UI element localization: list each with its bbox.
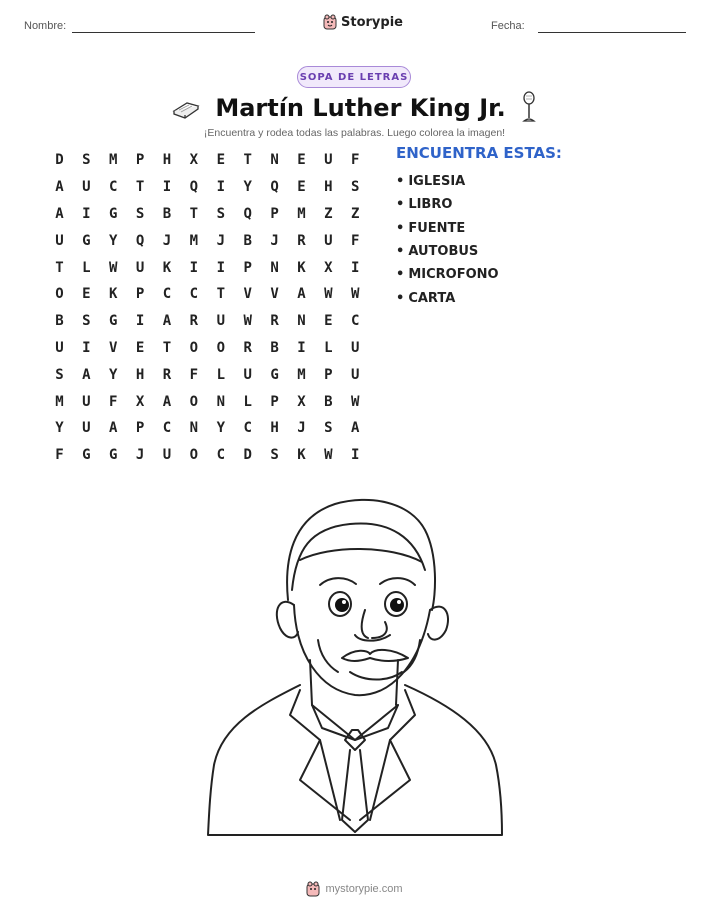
grid-cell: A <box>82 366 91 383</box>
bullet: • <box>396 244 405 260</box>
grid-cell: S <box>55 366 64 383</box>
grid-cell: M <box>55 393 64 410</box>
grid-cell: I <box>216 179 225 196</box>
grid-cell: B <box>162 205 172 222</box>
grid-cell: S <box>351 179 360 196</box>
grid-cell: Q <box>243 205 252 222</box>
grid-cell: S <box>270 447 279 464</box>
activity-badge: SOPA DE LETRAS <box>297 66 411 88</box>
grid-cell: F <box>189 366 199 383</box>
grid-cell: X <box>324 259 333 276</box>
grid-cell: P <box>135 420 145 437</box>
grid-cell: V <box>109 339 118 356</box>
grid-cell: I <box>82 205 91 222</box>
grid-cell: G <box>82 447 91 464</box>
grid-cell: I <box>189 259 199 276</box>
grid-cell: P <box>270 393 279 410</box>
bullet: • <box>396 290 405 306</box>
grid-cell: L <box>243 393 252 410</box>
grid-cell: O <box>189 393 199 410</box>
grid-cell: E <box>82 286 91 303</box>
grid-cell: X <box>297 393 306 410</box>
grid-cell: K <box>109 286 118 303</box>
grid-cell: H <box>135 366 145 383</box>
page-title: Martín Luther King Jr. <box>215 94 506 122</box>
grid-cell: J <box>135 447 145 464</box>
grid-cell: V <box>243 286 252 303</box>
brand-name: Storypie <box>341 14 403 30</box>
grid-cell: I <box>216 259 225 276</box>
grid-cell: B <box>270 339 279 356</box>
bullet: • <box>396 267 405 283</box>
grid-cell: Q <box>189 179 199 196</box>
grid-cell: O <box>189 447 199 464</box>
grid-cell: U <box>324 152 333 169</box>
footer <box>0 878 709 900</box>
word-list-item <box>396 193 499 216</box>
grid-cell: H <box>270 420 279 437</box>
grid-cell: N <box>297 313 306 330</box>
grid-cell: A <box>351 420 360 437</box>
grid-cell: X <box>189 152 199 169</box>
grid-cell: A <box>297 286 306 303</box>
grid-cell: U <box>216 313 225 330</box>
date-line <box>538 32 686 33</box>
grid-cell: B <box>243 232 252 249</box>
grid-cell: R <box>189 313 199 330</box>
grid-cell: I <box>135 313 145 330</box>
grid-cell: N <box>189 420 199 437</box>
name-line <box>72 32 255 33</box>
grid-cell: F <box>109 393 118 410</box>
grid-cell: A <box>55 179 64 196</box>
grid-cell: R <box>243 339 252 356</box>
brand-logo <box>323 14 403 30</box>
grid-cell: J <box>297 420 306 437</box>
grid-cell: P <box>135 286 145 303</box>
grid-cell: T <box>216 286 225 303</box>
grid-cell: U <box>82 179 91 196</box>
grid-cell: U <box>324 232 333 249</box>
grid-cell: F <box>351 152 360 169</box>
grid-cell: E <box>324 313 333 330</box>
grid-cell: J <box>162 232 172 249</box>
grid-cell: T <box>162 339 172 356</box>
word-text: AUTOBUS <box>408 244 479 260</box>
storypie-logo-icon <box>306 881 320 897</box>
grid-cell: O <box>189 339 199 356</box>
word-text: MICROFONO <box>408 267 499 283</box>
book-icon <box>171 97 201 119</box>
word-list-title: ENCUENTRA ESTAS: <box>396 144 562 162</box>
grid-cell: K <box>297 259 306 276</box>
grid-cell: Y <box>109 232 118 249</box>
grid-cell: J <box>216 232 225 249</box>
bullet: • <box>396 174 405 190</box>
grid-cell: S <box>82 313 91 330</box>
grid-cell: S <box>324 420 333 437</box>
grid-cell: U <box>82 393 91 410</box>
grid-cell: J <box>270 232 279 249</box>
grid-cell: P <box>243 259 252 276</box>
grid-cell: U <box>82 420 91 437</box>
grid-cell: U <box>162 447 172 464</box>
grid-cell: W <box>109 259 118 276</box>
word-list-item <box>396 240 499 263</box>
grid-cell: W <box>243 313 252 330</box>
grid-cell: H <box>162 152 172 169</box>
grid-cell: U <box>55 339 64 356</box>
grid-cell: W <box>324 447 333 464</box>
grid-cell: E <box>297 152 306 169</box>
grid-cell: Z <box>351 205 360 222</box>
grid-cell: A <box>162 313 172 330</box>
grid-cell: P <box>135 152 145 169</box>
grid-cell: E <box>135 339 145 356</box>
grid-cell: L <box>82 259 91 276</box>
title-row <box>0 90 709 126</box>
grid-cell: G <box>270 366 279 383</box>
word-text: CARTA <box>408 290 456 306</box>
grid-cell: C <box>243 420 252 437</box>
word-list-item <box>396 217 499 240</box>
grid-cell: Y <box>216 420 225 437</box>
grid-cell: C <box>109 179 118 196</box>
grid-cell: N <box>216 393 225 410</box>
grid-cell: E <box>297 179 306 196</box>
grid-cell: S <box>82 152 91 169</box>
grid-cell: T <box>243 152 252 169</box>
grid-cell: Z <box>324 205 333 222</box>
grid-cell: T <box>135 179 145 196</box>
grid-cell: F <box>55 447 64 464</box>
grid-cell: R <box>162 366 172 383</box>
grid-cell: B <box>55 313 64 330</box>
grid-cell: U <box>351 339 360 356</box>
grid-cell: K <box>162 259 172 276</box>
grid-cell: Y <box>109 366 118 383</box>
grid-cell: H <box>324 179 333 196</box>
grid-cell: Y <box>243 179 252 196</box>
grid-cell: A <box>109 420 118 437</box>
grid-cell: M <box>297 205 306 222</box>
grid-cell: U <box>135 259 145 276</box>
grid-cell: M <box>297 366 306 383</box>
grid-cell: I <box>351 447 360 464</box>
grid-cell: C <box>351 313 360 330</box>
grid-cell: Q <box>270 179 279 196</box>
grid-cell: T <box>55 259 64 276</box>
word-list-item <box>396 170 499 193</box>
grid-cell: S <box>216 205 225 222</box>
word-search-grid <box>46 147 369 469</box>
grid-cell: N <box>270 152 279 169</box>
grid-cell: K <box>297 447 306 464</box>
grid-cell: E <box>216 152 225 169</box>
grid-cell: I <box>297 339 306 356</box>
grid-cell: D <box>55 152 64 169</box>
grid-cell: W <box>351 286 360 303</box>
grid-cell: G <box>109 313 118 330</box>
word-list-item <box>396 263 499 286</box>
grid-cell: A <box>162 393 172 410</box>
storypie-logo-icon <box>323 14 337 30</box>
grid-cell: U <box>351 366 360 383</box>
grid-cell: U <box>55 232 64 249</box>
grid-cell: L <box>216 366 225 383</box>
grid-cell: G <box>109 447 118 464</box>
grid-cell: F <box>351 232 360 249</box>
grid-cell: X <box>135 393 145 410</box>
grid-cell: C <box>162 286 172 303</box>
grid-cell: O <box>216 339 225 356</box>
grid-cell: C <box>162 420 172 437</box>
grid-cell: M <box>109 152 118 169</box>
instructions: ¡Encuentra y rodea todas las palabras. Luego colorea la imagen! <box>203 127 506 139</box>
grid-cell: B <box>324 393 333 410</box>
grid-cell: P <box>270 205 279 222</box>
grid-cell: G <box>82 232 91 249</box>
grid-cell: T <box>189 205 199 222</box>
grid-cell: O <box>55 286 64 303</box>
word-text: IGLESIA <box>408 174 466 190</box>
name-label: Nombre: <box>24 20 67 32</box>
bullet: • <box>396 197 405 213</box>
mlk-coloring-illustration <box>200 490 510 840</box>
grid-cell: R <box>297 232 306 249</box>
grid-cell: V <box>270 286 279 303</box>
word-text: LIBRO <box>408 197 453 213</box>
grid-cell: I <box>82 339 91 356</box>
grid-cell: U <box>243 366 252 383</box>
grid-cell: P <box>324 366 333 383</box>
bullet: • <box>396 220 405 236</box>
grid-cell: C <box>189 286 199 303</box>
grid-cell: L <box>324 339 333 356</box>
grid-cell: Q <box>135 232 145 249</box>
grid-cell: R <box>270 313 279 330</box>
grid-cell: M <box>189 232 199 249</box>
grid-cell: C <box>216 447 225 464</box>
word-list-item <box>396 286 499 309</box>
microphone-icon <box>520 91 538 125</box>
footer-url: mystorypie.com <box>325 883 403 895</box>
grid-cell: W <box>351 393 360 410</box>
word-list <box>396 170 499 310</box>
grid-cell: N <box>270 259 279 276</box>
grid-cell: W <box>324 286 333 303</box>
grid-cell: I <box>351 259 360 276</box>
grid-cell: Y <box>55 420 64 437</box>
grid-cell: S <box>135 205 145 222</box>
grid-cell: G <box>109 205 118 222</box>
grid-cell: D <box>243 447 252 464</box>
word-text: FUENTE <box>408 220 466 236</box>
date-label: Fecha: <box>491 20 525 32</box>
grid-cell: I <box>162 179 172 196</box>
grid-cell: A <box>55 205 64 222</box>
